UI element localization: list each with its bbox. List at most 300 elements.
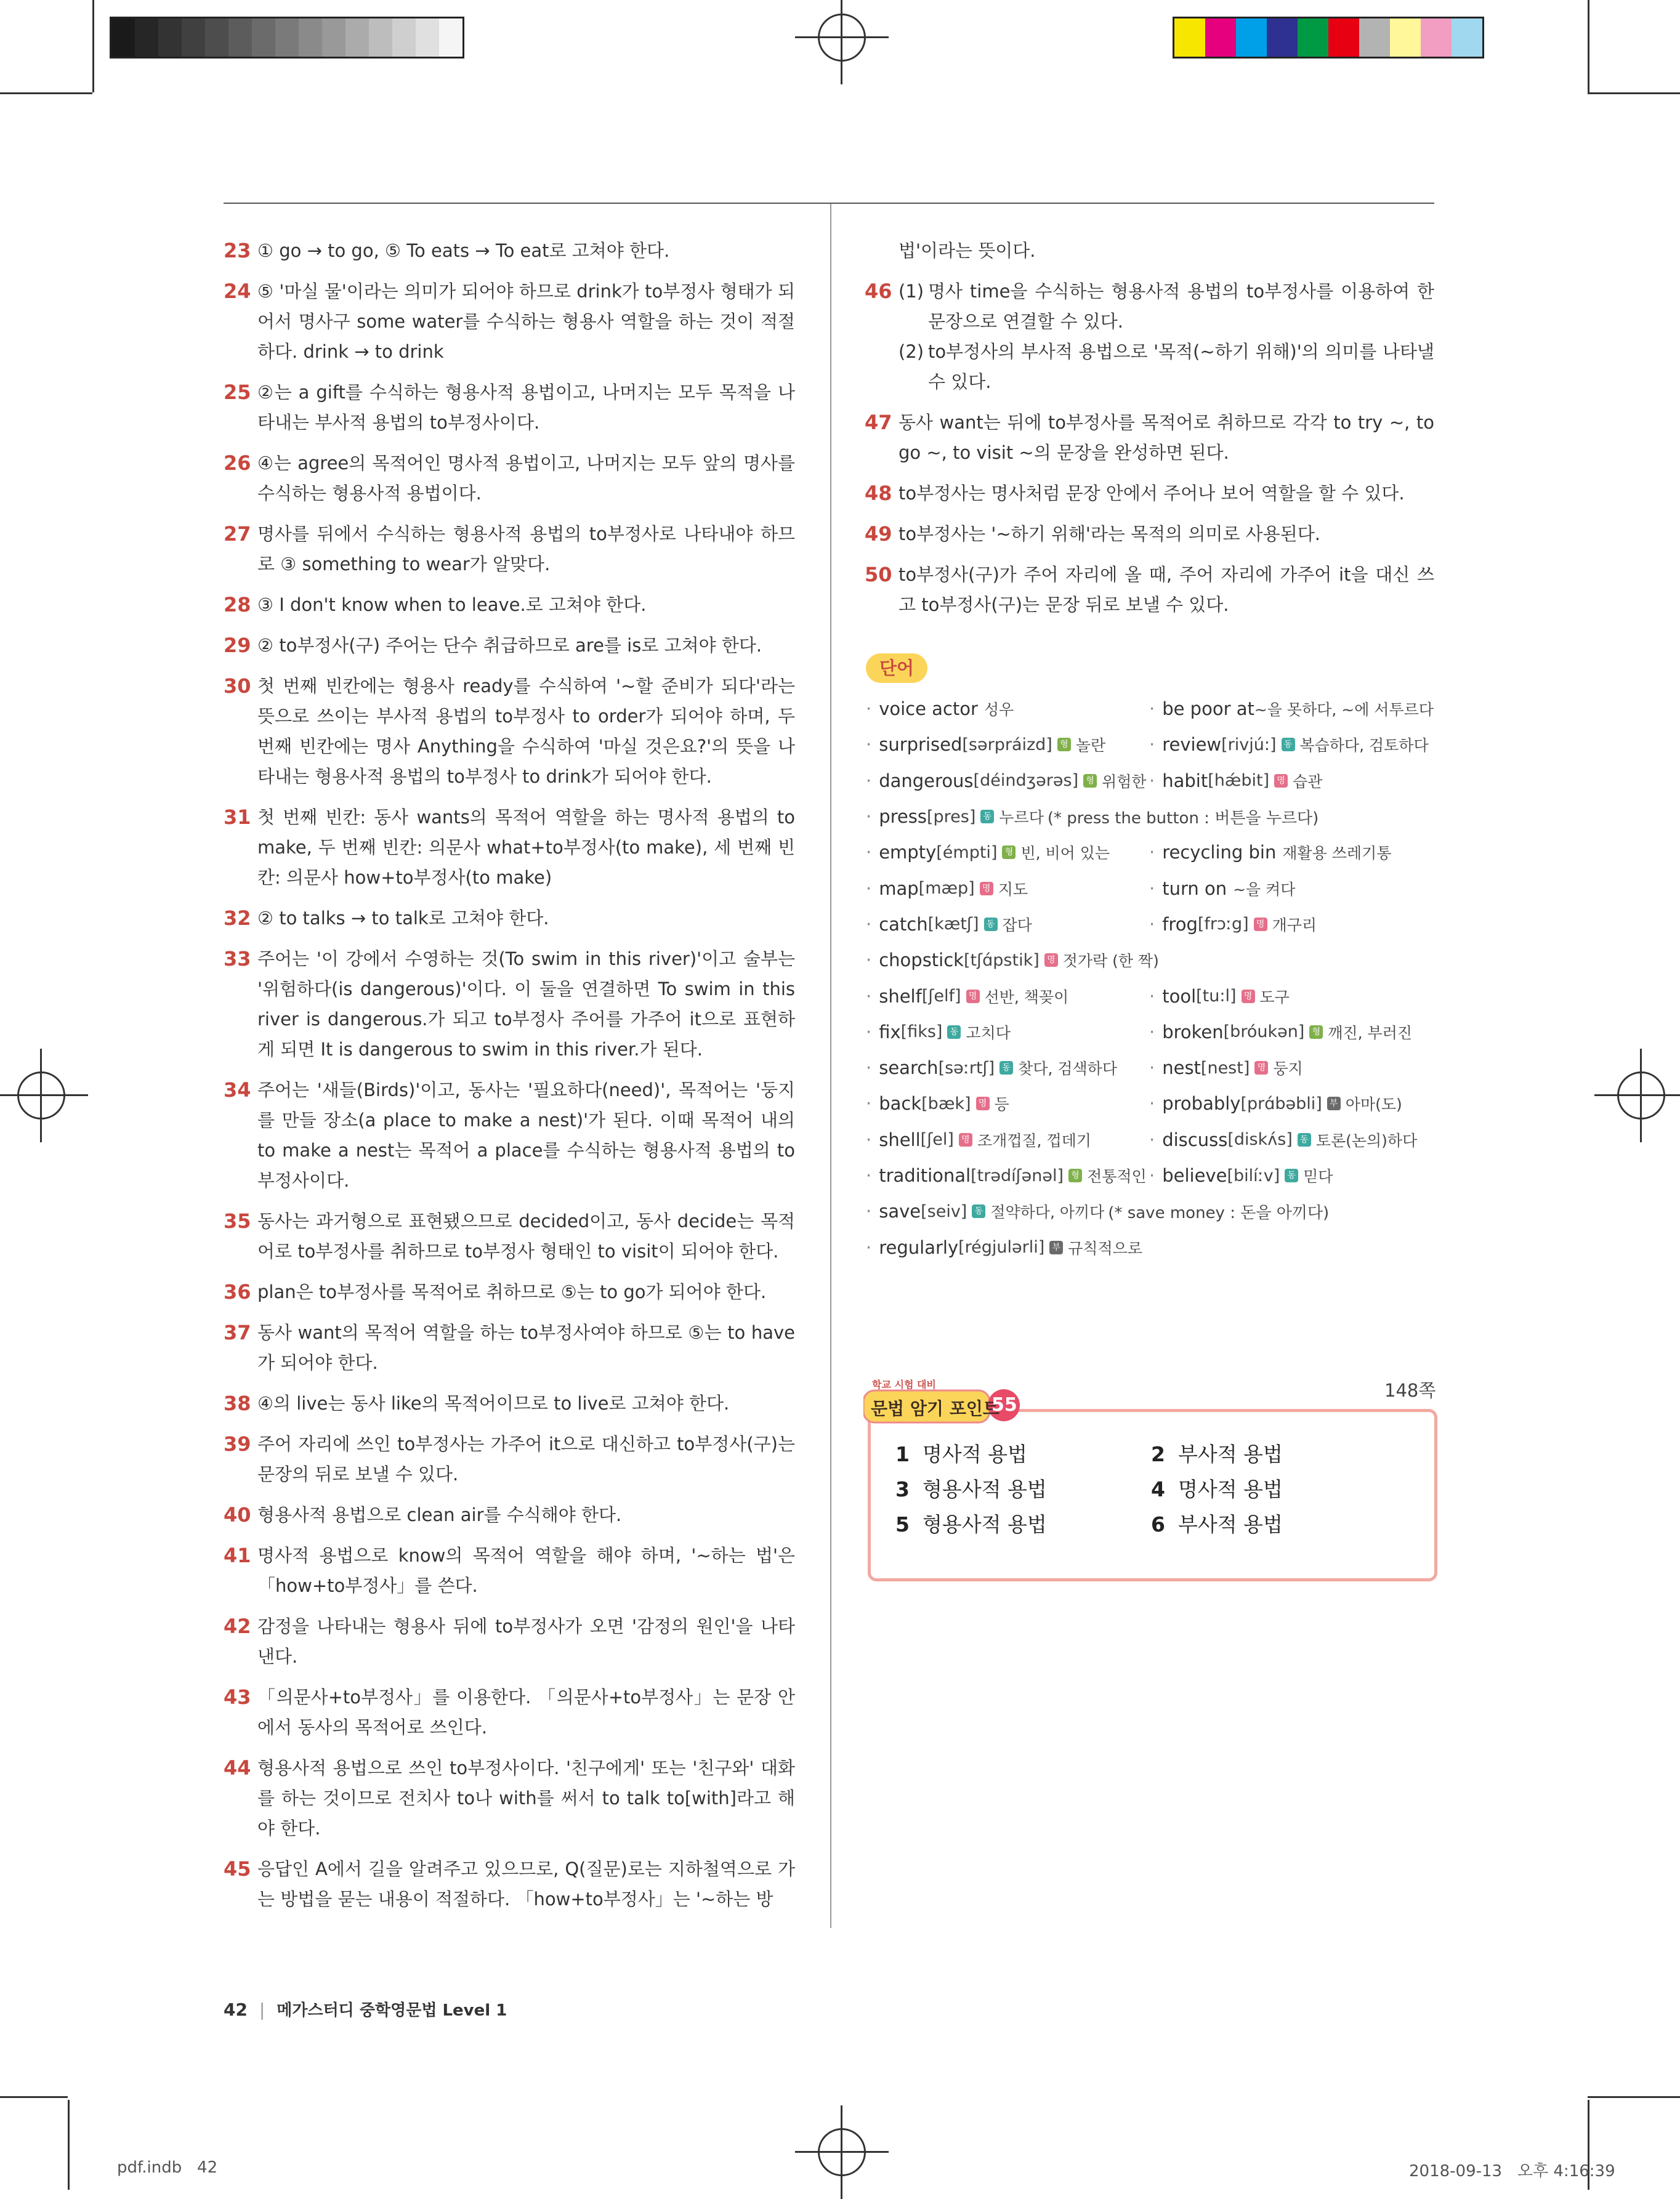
vocab-word: fix [879,1021,901,1043]
part-of-speech-badge: 부 [1327,1097,1341,1110]
vocab-item [1149,1057,1432,1079]
grayscale-color-bar [110,17,464,59]
vocab-word: broken [1162,1021,1224,1043]
vocab-pronunciation: [ʃelf] [921,987,961,1006]
point-number: 6 [1151,1512,1165,1536]
vocab-word: empty [879,842,937,863]
vocab-word: recycling bin [1162,842,1277,863]
vocab-row [866,799,1439,834]
vocab-word: regularly [879,1237,959,1258]
point-answer: 형용사적 용법 [923,1512,1047,1536]
answer-text: ② to부정사(구) 주어는 단수 취급하므로 are를 is로 고쳐야 한다. [257,635,762,656]
vocab-pronunciation: [tʃɑ́pstik] [963,950,1040,970]
vocab-pronunciation: [prɑ́bəbli] [1240,1094,1322,1113]
answer-entry [224,236,795,266]
crop-mark [68,2100,70,2190]
vocab-meaning: 깨진, 부러진 [1328,1023,1413,1042]
answer-text: 주어는 '새들(Birds)'이고, 동사는 '필요하다(need)', 목적어는 '둥지를 만들 장소(a place to make a nest)'가 된다. 이때 목적어 내의 to make a nest는 목적어 a place를 수식하는 형용사적 용법의 to부정사이다. [257,1079,795,1191]
answer-number: 38 [224,1392,251,1415]
answer-entry [224,448,795,509]
vocab-item [1149,733,1432,756]
part-of-speech-badge: 형 [1309,1025,1323,1039]
answer-text: 형용사적 용법으로 쓰인 to부정사이다. '친구에게' 또는 '친구와' 대화를 하는 것이므로 전치사 to나 with를 써서 to talk to[with]라고 해야 한다. [257,1757,795,1839]
vocab-item [866,698,1149,720]
vocab-item [866,913,1149,935]
part-of-speech-badge: 동 [984,918,998,931]
part-of-speech-badge: 동 [1298,1133,1311,1147]
answer-text: 감정을 나타내는 형용사 뒤에 to부정사가 오면 '감정의 원인'을 나타낸다. [257,1616,795,1667]
answer-entry [224,631,795,661]
answer-text: ② to talks → to talk로 고쳐야 한다. [257,908,549,929]
crop-mark [0,92,92,94]
vocab-pronunciation: [frɔːg] [1197,914,1249,934]
vocab-word: catch [879,913,928,935]
vocab-meaning: 믿다 [1303,1168,1333,1185]
vocab-word: review [1162,734,1222,756]
vocab-pronunciation: [fiks] [900,1022,943,1042]
vocab-row [866,1086,1439,1121]
point-item [895,1507,1151,1542]
vocab-item [1149,878,1432,900]
answer-entry [224,1075,795,1196]
vocab-meaning: 절약하다, 아끼다 [990,1203,1105,1222]
answer-number: 32 [224,906,251,930]
answer-entry [224,1682,795,1743]
vocab-word: map [879,878,919,899]
vocab-row [866,1229,1439,1265]
gray-swatch [299,18,322,57]
vocab-pronunciation: [ʃel] [920,1130,954,1150]
page-ref: 148쪽 [1384,1380,1436,1401]
answer-number: 29 [224,634,251,657]
answer-number: 43 [224,1685,251,1709]
answer-text: 첫 번째 빈칸에는 형용사 ready를 수식하여 '~할 준비가 되다'라는 뜻으로 쓰이는 부사적 용법의 to부정사 to order가 되어야 하며, 두 번째 빈칸에는 명사 Anything을 수식하여 '마실 것은요?'의 뜻을 나타내는 형용사적 용법의 to부정사 to drink가 되어야 한다. [257,676,795,787]
answer-entry [224,944,795,1065]
part-of-speech-badge: 동 [1282,738,1295,751]
vocab-meaning: 둥지 [1273,1060,1303,1078]
answer-entry [224,1277,795,1307]
gray-swatch [322,18,345,57]
answer-text: to부정사는 명사처럼 문장 안에서 주어나 보어 역할을 할 수 있다. [899,483,1405,504]
vocab-item [866,878,1149,900]
vocab-note: (* press the button : 버튼을 누르다) [1047,809,1319,828]
color-swatch [1298,18,1328,57]
vocab-pronunciation: [bæk] [921,1094,971,1113]
vocab-item [1149,1092,1432,1115]
badge-small-text: 학교 시험 대비 [872,1379,936,1390]
point-number: 2 [1151,1442,1165,1466]
color-swatch [1328,18,1359,57]
vocab-pronunciation: [déindʒərəs] [973,771,1079,791]
vocab-row [866,763,1439,799]
registration-mark [17,1071,65,1120]
part-of-speech-badge: 명 [1242,990,1255,1003]
answer-text: 응답인 A에서 길을 알려주고 있으므로, Q(질문)로는 지하철역으로 가는 방법을 묻는 내용이 적절하다. 「how+to부정사」는 '~하는 방 [257,1858,795,1910]
vocab-pronunciation: [nest] [1200,1058,1250,1078]
vocab-meaning: 복습하다, 검토하다 [1299,736,1429,755]
vocab-item [1149,1129,1432,1151]
vocab-item [1149,698,1432,720]
answer-text: ②는 a gift를 수식하는 형용사적 용법이고, 나머지는 모두 목적을 나타내는 부사적 용법의 to부정사이다. [257,382,795,433]
vocab-row [866,1122,1439,1158]
color-swatch [1421,18,1452,57]
bullet: · [866,734,872,756]
crop-mark [92,0,94,92]
color-swatch [1452,18,1482,57]
vocab-word: probably [1162,1093,1241,1115]
bullet: · [866,1093,872,1115]
answer-number: 50 [865,563,892,586]
answer-text: 형용사적 용법으로 clean air를 수식해야 한다. [257,1504,622,1525]
gray-swatch [135,18,158,57]
point-badge [863,1377,1024,1432]
answer-entry [865,560,1434,620]
answer-text: ① go → to go, ⑤ To eats → To eat로 고쳐야 한다. [257,240,670,261]
part-of-speech-badge: 형 [1057,738,1071,751]
vocab-pronunciation: [sərpráizd] [962,735,1052,754]
point-row [895,1507,1407,1542]
vocab-meaning: 선반, 책꽂이 [984,988,1069,1006]
answer-text: to부정사는 '~하기 위해'라는 목적의 의미로 사용된다. [899,523,1320,544]
vocab-item [866,1057,1149,1079]
vocab-meaning: 누르다 [999,809,1044,827]
vocab-list [866,691,1439,1265]
vocab-note: (* save money : 돈을 아끼다) [1108,1203,1330,1222]
vocab-row [866,870,1439,906]
point-number: 4 [1151,1477,1165,1501]
point-answers [895,1437,1407,1542]
gray-swatch [345,18,369,57]
answer-text: 명사적 용법으로 know의 목적어 역할을 해야 하며, '~하는 법'은 「how+to부정사」를 쓴다. [257,1545,795,1596]
part-of-speech-badge: 형 [1083,774,1097,788]
vocab-row [866,727,1439,762]
crop-mark [1588,0,1589,92]
bullet: · [866,950,872,971]
part-of-speech-badge: 동 [1000,1061,1013,1075]
answer-entry [224,1500,795,1530]
answer-subpart [899,337,1434,397]
vocab-row [866,1193,1439,1229]
bullet: · [866,985,872,1007]
page-number: 42 [224,1999,248,2020]
gray-swatch [392,18,416,57]
point-number: 5 [895,1512,910,1536]
answer-entry [224,903,795,934]
answer-text: 동사 want는 뒤에 to부정사를 목적어로 취하므로 각각 to try ~, to go ~, to visit ~의 문장을 완성하면 된다. [899,412,1434,463]
answer-entry [224,671,795,792]
part-of-speech-badge: 명 [1044,953,1058,967]
vocab-word: press [879,806,927,828]
bullet: · [866,1057,872,1079]
vocab-pronunciation: [rivjú:] [1221,735,1277,754]
point-number: 3 [895,1477,910,1501]
subpart-number: (2) [899,341,924,362]
vocab-item [866,1200,1439,1223]
vocab-meaning: 놀란 [1075,736,1106,755]
crop-mark [0,2096,68,2098]
vocab-word: tool [1162,985,1197,1007]
bullet: · [866,770,872,791]
answer-entry [865,276,1434,397]
vocab-item [866,949,1439,971]
color-swatch [1359,18,1390,57]
vocab-row [866,978,1439,1014]
vocab-word: nest [1162,1057,1201,1079]
vocab-item [1149,985,1432,1007]
answer-entry [224,1389,795,1419]
bullet: · [866,913,872,935]
gray-swatch [439,18,462,57]
vocab-word: dangerous [879,770,974,791]
answer-number: 44 [224,1756,251,1780]
answer-text: plan은 to부정사를 목적어로 취하므로 ⑤는 to go가 되어야 한다. [257,1281,767,1302]
answer-entry [224,1206,795,1267]
vocab-meaning: 토론(논의)하다 [1315,1131,1418,1150]
vocab-word: believe [1162,1165,1227,1186]
vocab-pronunciation: [tu:l] [1196,987,1237,1006]
vocab-row [866,834,1439,870]
point-item [895,1437,1151,1472]
answer-number: 33 [224,947,251,970]
bullet: · [1149,985,1155,1007]
answer-number: 47 [865,411,892,434]
vocab-item [1149,1021,1432,1043]
bullet: · [1149,1021,1155,1043]
vocab-meaning: 빈, 비어 있는 [1020,844,1110,863]
point-answer: 부사적 용법 [1178,1442,1283,1466]
bullet: · [1149,1129,1155,1150]
cmyk-color-bar [1173,17,1484,59]
answer-number: 35 [224,1209,251,1233]
answer-entry [224,1318,795,1378]
vocab-word: save [879,1201,921,1222]
bullet: · [1149,1165,1155,1186]
answer-entry [224,1541,795,1601]
answer-number: 48 [865,482,892,505]
answer-number: 40 [224,1503,251,1527]
answer-number: 42 [224,1615,251,1638]
point-box [868,1409,1437,1581]
answer-number: 36 [224,1280,251,1304]
point-answer: 부사적 용법 [1178,1512,1283,1536]
bullet: · [1149,842,1155,863]
bullet: · [1149,1057,1155,1079]
vocab-meaning: 규칙적으로 [1068,1239,1143,1257]
answer-entry [865,408,1434,468]
bullet: · [1149,734,1155,756]
part-of-speech-badge: 부 [1049,1241,1063,1254]
part-of-speech-badge: 형 [1002,845,1016,859]
vocab-pronunciation: [émpti] [936,842,998,862]
vocab-word: surprised [879,734,963,756]
vocab-item [1149,841,1432,863]
gray-swatch [111,18,135,57]
bullet: · [1149,770,1155,791]
color-swatch [1174,18,1205,57]
vocab-word: habit [1162,770,1208,791]
part-of-speech-badge: 명 [959,1133,972,1147]
answer-text: 동사 want의 목적어 역할을 하는 to부정사여야 하므로 ⑤는 to have가 되어야 한다. [257,1322,795,1373]
part-of-speech-badge: 명 [1254,1061,1268,1075]
vocab-meaning: 재활용 쓰레기통 [1282,844,1392,863]
answer-entry [224,377,795,438]
gray-swatch [416,18,439,57]
answer-subpart [899,276,1434,337]
vocab-meaning: 젓가락 (한 짝) [1062,952,1159,970]
vocab-pronunciation: [mæp] [918,879,975,898]
vocab-pronunciation: [diskʌ́s] [1227,1130,1293,1150]
answer-entry [224,802,795,893]
vocab-meaning: 등 [994,1095,1009,1114]
answer-number: 46 [865,280,892,303]
vocab-item [866,805,1439,828]
slug-date: 2018-09-13 오후 4:16:39 [1409,2162,1615,2181]
crop-mark [1588,2096,1680,2098]
vocab-row [866,1158,1439,1193]
crop-mark [1588,92,1680,94]
vocab-item [1149,1164,1432,1187]
vocab-meaning: 전통적인 [1087,1168,1147,1185]
registration-mark [818,2128,866,2176]
answer-number: 23 [224,239,251,262]
answer-text: ④의 live는 동사 like의 목적어이므로 to live로 고쳐야 한다. [257,1393,730,1414]
point-item [1151,1507,1407,1542]
badge-number: 55 [991,1394,1017,1416]
vocab-word: traditional [879,1165,971,1186]
gray-swatch [182,18,205,57]
point-row [895,1472,1407,1507]
point-item [895,1472,1151,1507]
answer-text: 주어는 '이 강에서 수영하는 것(To swim in this river)'이고 술부는 '위험하다(is dangerous)'이다. 이 둘을 연결하면 To swim in this river is dangerous.가 되고 to부정사 주어를 가주어 it으로 표현하게 되면 It is dangerous to swim in this river.가 된다. [257,948,795,1060]
answer-number: 41 [224,1544,251,1567]
vocab-word: turn on [1162,878,1227,899]
point-number: 1 [895,1442,910,1466]
column-divider [830,204,831,1928]
vocab-word: search [879,1057,939,1079]
vocab-row [866,906,1439,942]
vocab-item [866,985,1149,1007]
registration-mark [818,14,866,62]
gray-swatch [205,18,228,57]
bullet: · [866,1237,872,1258]
answer-entry [865,519,1434,549]
answer-list-right [865,236,1434,631]
vocab-meaning: ~을 못하다, ~에 서투르다 [1254,701,1434,719]
vocab-word: be poor at [1162,698,1254,720]
vocab-item [866,1021,1149,1043]
part-of-speech-badge: 명 [1274,774,1288,788]
part-of-speech-badge: 동 [947,1025,961,1039]
answer-number: 25 [224,381,251,404]
vocab-word: chopstick [879,950,964,971]
vocab-meaning: 고치다 [966,1023,1011,1042]
bullet: · [866,842,872,863]
vocab-word: frog [1162,913,1198,935]
part-of-speech-badge: 명 [966,990,980,1003]
vocab-row [866,1050,1439,1086]
answer-number: 24 [224,280,251,303]
point-item [1151,1437,1407,1472]
answer-subparts [899,276,1434,397]
answer-number: 30 [224,674,251,698]
answer-number: 39 [224,1432,251,1456]
continued-text: 법'이라는 뜻이다. [899,240,1036,261]
vocab-item [866,1164,1149,1187]
part-of-speech-badge: 동 [1285,1169,1298,1182]
part-of-speech-badge: 명 [1254,918,1267,931]
answer-entry [224,519,795,579]
vocab-meaning: 지도 [998,880,1028,898]
point-answer: 형용사적 용법 [923,1477,1047,1501]
vocab-pronunciation: [seiv] [921,1201,967,1221]
bullet: · [866,878,872,899]
answer-text: ③ I don't know when to leave.로 고쳐야 한다. [257,594,647,615]
answer-number: 28 [224,593,251,616]
vocab-item [866,1237,1439,1259]
bullet: · [1149,698,1155,720]
answer-number: 27 [224,522,251,546]
vocab-item [866,770,1149,792]
vocab-row [866,691,1439,727]
answer-list-left [224,236,795,1925]
part-of-speech-badge: 명 [980,882,993,895]
answer-number: 45 [224,1857,251,1881]
vocab-pronunciation: [səːrtʃ] [938,1058,995,1078]
vocab-meaning: 도구 [1259,988,1290,1006]
point-item [1151,1472,1407,1507]
vocab-meaning: 찾다, 검색하다 [1018,1060,1117,1078]
header-rule [224,203,1434,204]
vocab-word: shelf [879,985,922,1007]
point-answer: 명사적 용법 [923,1442,1027,1466]
answer-number: 49 [865,522,892,546]
vocab-item [866,1129,1149,1151]
part-of-speech-badge: 동 [972,1204,985,1218]
answer-entry [224,1753,795,1844]
answer-text: 명사를 뒤에서 수식하는 형용사적 용법의 to부정사로 나타내야 하므로 ③ something to wear가 알맞다. [257,523,795,575]
answer-entry [224,1854,795,1915]
subpart-text: 명사 time을 수식하는 형용사적 용법의 to부정사를 이용하여 한 문장으로 연결할 수 있다. [928,281,1434,332]
vocab-item [1149,913,1432,935]
vocab-item [1149,770,1432,792]
slug-file: pdf.indb 42 [117,2158,218,2177]
answer-entry [224,1429,795,1490]
bullet: · [1149,1093,1155,1115]
vocab-word: discuss [1162,1129,1228,1150]
bullet: · [866,1165,872,1186]
vocab-pronunciation: [bróukən] [1223,1022,1305,1042]
vocab-row [866,1014,1439,1050]
vocab-item [866,1092,1149,1115]
gray-swatch [252,18,275,57]
badge-title: 문법 암기 포인트 [871,1398,1000,1419]
answer-entry [865,478,1434,509]
vocab-meaning: 아마(도) [1345,1095,1402,1114]
gray-swatch [158,18,182,57]
bullet: · [866,1021,872,1043]
color-swatch [1205,18,1236,57]
vocab-pronunciation: [pres] [926,807,976,826]
answer-text: ④는 agree의 목적어인 명사적 용법이고, 나머지는 모두 앞의 명사를 수식하는 형용사적 용법이다. [257,453,795,504]
vocab-meaning: 습관 [1293,772,1323,791]
answer-text: 동사는 과거형으로 표현됐으므로 decided이고, 동사 decide는 목적어로 to부정사를 취하므로 to부정사 형태인 to visit이 되어야 한다. [257,1211,795,1262]
answer-text: to부정사(구)가 주어 자리에 올 때, 주어 자리에 가주어 it을 대신 쓰고 to부정사(구)는 문장 뒤로 보낼 수 있다. [899,564,1434,615]
bullet: · [1149,913,1155,935]
bullet: · [866,1201,872,1222]
answer-text: 주어 자리에 쓰인 to부정사는 가주어 it으로 대신하고 to부정사(구)는 문장의 뒤로 보낼 수 있다. [257,1434,795,1485]
part-of-speech-badge: 형 [1068,1169,1082,1182]
vocab-word: back [879,1093,922,1115]
